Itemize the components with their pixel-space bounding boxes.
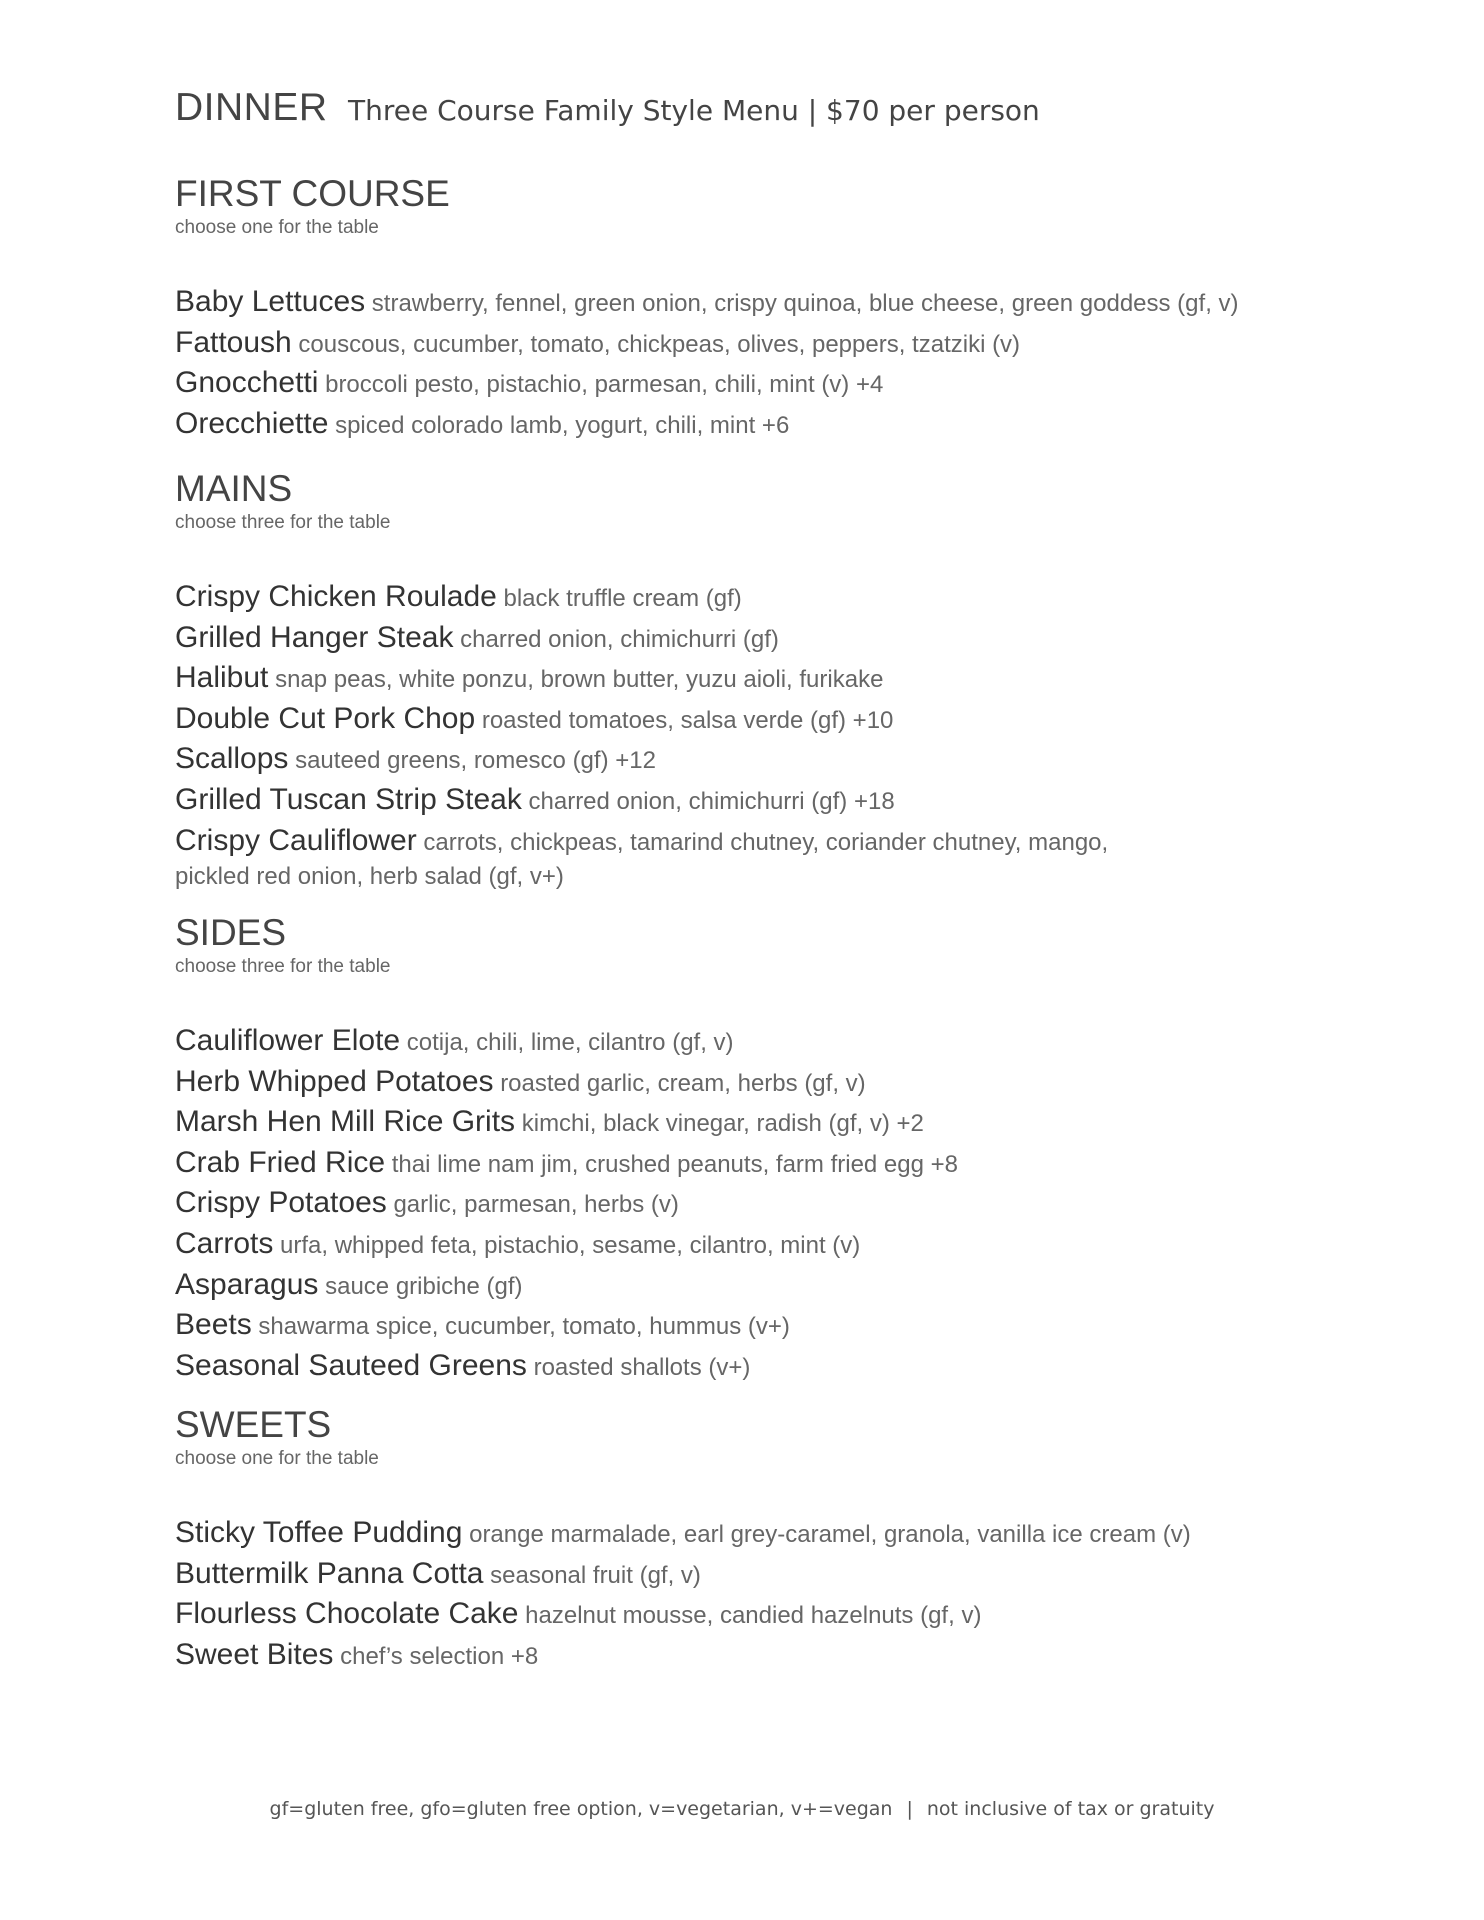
item-description: thai lime nam jim, crushed peanuts, farm fried egg +8 [391, 1150, 959, 1178]
menu-footer [0, 1798, 1484, 1820]
item-name: Double Cut Pork Chop [175, 701, 476, 735]
section-title: SIDES [175, 912, 287, 953]
menu-title: DINNER [175, 86, 328, 129]
tax-note: not inclusive of tax or gratuity [926, 1798, 1215, 1820]
footer-separator: | [906, 1798, 913, 1820]
menu-item [175, 619, 1355, 660]
item-name: Grilled Hanger Steak [175, 620, 454, 654]
menu-item [175, 283, 1355, 324]
item-description: urfa, whipped feta, pistachio, sesame, cilantro, mint (v) [280, 1231, 861, 1259]
item-list [175, 1022, 1355, 1387]
item-name: Cauliflower Elote [175, 1024, 401, 1057]
item-name: Baby Lettuces [175, 285, 366, 318]
menu-item [175, 1266, 1355, 1307]
menu-item [175, 1595, 1355, 1636]
item-description: chef’s selection +8 [340, 1642, 539, 1670]
menu-item [175, 324, 1355, 365]
item-list [175, 283, 1355, 445]
item-description: garlic, parmesan, herbs (v) [393, 1191, 679, 1219]
section-mains [175, 467, 1355, 910]
section-note: choose one for the table [175, 1448, 379, 1469]
menu-item [175, 700, 1355, 741]
item-name: Carrots [175, 1226, 274, 1260]
section-note: choose one for the table [175, 217, 379, 238]
item-name: Seasonal Sauteed Greens [175, 1348, 527, 1382]
item-name: Gnocchetti [175, 366, 319, 400]
menu-item [175, 1225, 1355, 1266]
menu-item [175, 781, 1355, 822]
section-note: choose three for the table [175, 512, 391, 533]
dietary-legend: gf=gluten free, gfo=gluten free option, v=vegetarian, v+=vegan [269, 1798, 893, 1820]
item-name: Grilled Tuscan Strip Steak [175, 782, 522, 816]
item-description: cotija, chili, lime, cilantro (gf, v) [406, 1029, 734, 1056]
item-name: Crispy Chicken Roulade [175, 580, 497, 613]
menu-item [175, 822, 1115, 894]
section-sweets [175, 1403, 1355, 1692]
item-description: snap peas, white ponzu, brown butter, yuzu aioli, furikake [275, 666, 884, 694]
item-name: Buttermilk Panna Cotta [175, 1556, 484, 1590]
menu-item [175, 1144, 1355, 1185]
item-description: sauce gribiche (gf) [325, 1272, 523, 1300]
item-name: Crispy Potatoes [175, 1186, 387, 1220]
menu-header [175, 86, 1040, 130]
menu-item [175, 659, 1355, 700]
item-description: strawberry, fennel, green onion, crispy quinoa, blue cheese, green goddess (gf, v) [371, 290, 1239, 317]
menu-item [175, 1063, 1355, 1104]
item-description: seasonal fruit (gf, v) [490, 1561, 701, 1589]
section-note: choose three for the table [175, 956, 391, 977]
item-name: Sweet Bites [175, 1637, 334, 1671]
menu-subtitle: Three Course Family Style Menu | $70 per person [347, 94, 1040, 127]
section-title: FIRST COURSE [175, 173, 450, 214]
item-description: black truffle cream (gf) [503, 585, 742, 612]
section-first-course [175, 172, 1355, 461]
section-title: MAINS [175, 468, 293, 509]
item-name: Marsh Hen Mill Rice Grits [175, 1105, 516, 1139]
item-name: Asparagus [175, 1267, 319, 1301]
item-description: roasted tomatoes, salsa verde (gf) +10 [481, 706, 894, 734]
item-description: spiced colorado lamb, yogurt, chili, mint +6 [335, 411, 790, 439]
menu-item [175, 1022, 1355, 1063]
section-title: SWEETS [175, 1404, 332, 1445]
item-description: roasted garlic, cream, herbs (gf, v) [500, 1069, 866, 1097]
item-description: charred onion, chimichurri (gf) +18 [528, 787, 895, 815]
item-description: roasted shallots (v+) [533, 1353, 751, 1381]
menu-item [175, 1636, 1355, 1677]
item-name: Fattoush [175, 325, 292, 359]
item-name: Crab Fried Rice [175, 1145, 386, 1179]
menu-item [175, 1347, 1355, 1388]
item-description: carrots, chickpeas, tamarind chutney, coriander chutney, mango, pickled red onion, herb salad (gf, v+) [175, 828, 1109, 890]
item-name: Crispy Cauliflower [175, 823, 417, 857]
item-description: kimchi, black vinegar, radish (gf, v) +2 [521, 1110, 924, 1138]
item-name: Scallops [175, 742, 289, 776]
item-description: orange marmalade, earl grey-caramel, granola, vanilla ice cream (v) [469, 1521, 1191, 1548]
menu-item [175, 1103, 1355, 1144]
item-name: Orecchiette [175, 406, 329, 440]
item-description: hazelnut mousse, candied hazelnuts (gf, v) [525, 1602, 982, 1630]
menu-item [175, 1306, 1355, 1347]
menu-item [175, 740, 1355, 781]
item-description: shawarma spice, cucumber, tomato, hummus (v+) [258, 1313, 790, 1341]
menu-item [175, 1555, 1355, 1596]
item-list [175, 1514, 1355, 1676]
item-description: broccoli pesto, pistachio, parmesan, chili, mint (v) +4 [325, 371, 884, 399]
item-name: Beets [175, 1308, 252, 1342]
item-list [175, 578, 1355, 894]
item-name: Halibut [175, 661, 269, 695]
menu-item [175, 1184, 1355, 1225]
menu-item [175, 578, 1355, 619]
item-name: Herb Whipped Potatoes [175, 1064, 494, 1098]
menu-item [175, 405, 1355, 446]
item-name: Sticky Toffee Pudding [175, 1516, 463, 1549]
menu-item [175, 1514, 1355, 1555]
menu-item [175, 364, 1355, 405]
item-description: charred onion, chimichurri (gf) [460, 625, 779, 653]
item-name: Flourless Chocolate Cake [175, 1597, 519, 1631]
item-description: sauteed greens, romesco (gf) +12 [295, 747, 656, 775]
section-sides [175, 911, 1355, 1403]
item-description: couscous, cucumber, tomato, chickpeas, olives, peppers, tzatziki (v) [298, 330, 1021, 358]
